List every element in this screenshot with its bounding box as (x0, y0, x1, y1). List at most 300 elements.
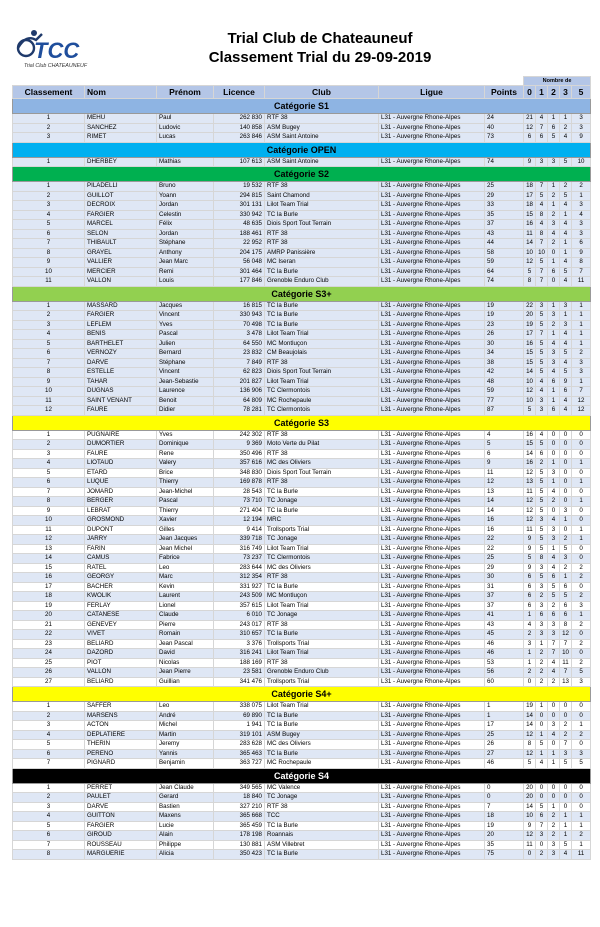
table-cell: 9 (524, 563, 536, 573)
table-cell: 3 (548, 721, 560, 731)
table-cell: 7 (560, 668, 572, 678)
table-cell: Gerard (157, 793, 214, 803)
table-cell: MARCEL (85, 220, 157, 230)
table-cell: 5 (536, 311, 548, 321)
table-cell: L31 - Auvergne Rhone-Alpes (379, 368, 485, 378)
table-row (13, 330, 591, 340)
table-cell: 3 (548, 840, 560, 850)
table-cell: 2 (13, 711, 85, 721)
table-row (13, 535, 591, 545)
table-cell: Lilot Team Trial (265, 649, 379, 659)
table-row (13, 592, 591, 602)
table-cell: LIOTAUD (85, 459, 157, 469)
table-cell: Lucas (157, 133, 214, 143)
table-cell: 136 906 (214, 387, 265, 397)
table-cell: 3 (560, 320, 572, 330)
table-cell: Philippe (157, 840, 214, 850)
table-cell: L31 - Auvergne Rhone-Alpes (379, 506, 485, 516)
table-cell: 24 (485, 114, 524, 124)
table-cell: FERLAY (85, 601, 157, 611)
table-cell: 319 101 (214, 730, 265, 740)
table-cell: Louis (157, 277, 214, 287)
table-cell: 0 (485, 783, 524, 793)
table-cell: L31 - Auvergne Rhone-Alpes (379, 535, 485, 545)
table-cell: 0 (560, 468, 572, 478)
table-cell: L31 - Auvergne Rhone-Alpes (379, 658, 485, 668)
table-cell: 3 (548, 525, 560, 535)
table-cell: 1 (524, 611, 536, 621)
table-cell: 9 (485, 459, 524, 469)
table-cell: DUPONT (85, 525, 157, 535)
table-cell: 3 (572, 201, 591, 211)
table-cell: 59 (485, 258, 524, 268)
table-cell: 13 (13, 544, 85, 554)
table-cell: 1 (572, 821, 591, 831)
table-cell: 0 (560, 487, 572, 497)
table-cell: 0 (548, 248, 560, 258)
table-cell: Vincent (157, 311, 214, 321)
table-cell: 316 749 (214, 544, 265, 554)
table-cell: 4 (13, 330, 85, 340)
table-row (13, 721, 591, 731)
table-cell: 2 (560, 730, 572, 740)
table-cell: Roannais (265, 831, 379, 841)
table-cell: 4 (536, 201, 548, 211)
table-cell: 16 (485, 525, 524, 535)
logo-subtext: Trial Club CHATEAUNEUF (24, 63, 88, 69)
table-cell: 0 (572, 793, 591, 803)
table-cell: 2 (536, 850, 548, 860)
table-cell: 6 (536, 133, 548, 143)
table-cell: 1 (536, 702, 548, 712)
table-cell: 11 (524, 525, 536, 535)
table-cell: 6 (560, 601, 572, 611)
table-cell: 14 (485, 506, 524, 516)
table-cell: 1 (560, 248, 572, 258)
table-cell: 31 (485, 582, 524, 592)
table-cell: Maxens (157, 812, 214, 822)
table-cell: 177 846 (214, 277, 265, 287)
table-cell: L31 - Auvergne Rhone-Alpes (379, 831, 485, 841)
table-cell: 73 237 (214, 554, 265, 564)
table-cell: 42 (485, 368, 524, 378)
table-cell: L31 - Auvergne Rhone-Alpes (379, 387, 485, 397)
table-cell: 6 (485, 449, 524, 459)
table-cell: L31 - Auvergne Rhone-Alpes (379, 802, 485, 812)
table-cell: ROUSSEAU (85, 840, 157, 850)
table-cell: Jean Pierre (157, 668, 214, 678)
table-row (13, 582, 591, 592)
table-cell: 77 (485, 396, 524, 406)
table-row (13, 840, 591, 850)
table-cell: Fabrice (157, 554, 214, 564)
table-cell: 4 (560, 358, 572, 368)
table-cell: FARIN (85, 544, 157, 554)
table-cell: 2 (572, 592, 591, 602)
table-cell: L31 - Auvergne Rhone-Alpes (379, 554, 485, 564)
table-cell: 0 (560, 449, 572, 459)
table-cell: 1 (536, 730, 548, 740)
table-cell: 4 (548, 730, 560, 740)
table-cell: 11 (560, 658, 572, 668)
table-cell: 4 (536, 220, 548, 230)
table-cell: Benjamin (157, 759, 214, 769)
table-cell: Michel (157, 721, 214, 731)
table-cell: 18 840 (214, 793, 265, 803)
table-cell: 2 (13, 191, 85, 201)
table-cell: Kevin (157, 582, 214, 592)
table-cell: 4 (548, 229, 560, 239)
table-cell: 6 (13, 478, 85, 488)
table-cell: 12 (524, 258, 536, 268)
table-cell: 1 (572, 320, 591, 330)
table-row (13, 783, 591, 793)
table-cell: 1 (548, 182, 560, 192)
table-cell: 365 668 (214, 812, 265, 822)
table-cell: 5 (536, 320, 548, 330)
table-cell: L31 - Auvergne Rhone-Alpes (379, 783, 485, 793)
table-cell: SAINT VENANT (85, 396, 157, 406)
table-cell: 0 (560, 783, 572, 793)
table-cell: 7 (13, 759, 85, 769)
table-cell: 3 478 (214, 330, 265, 340)
table-cell: 15 (524, 210, 536, 220)
table-cell: Alain (157, 831, 214, 841)
table-cell: L31 - Auvergne Rhone-Alpes (379, 730, 485, 740)
table-cell: 6 (548, 123, 560, 133)
table-cell: DUGNAS (85, 387, 157, 397)
table-row (13, 506, 591, 516)
table-cell: 2 (548, 497, 560, 507)
table-cell: 5 (524, 267, 536, 277)
table-cell: 12 (524, 497, 536, 507)
table-cell: 12 (524, 831, 536, 841)
table-cell: 75 (485, 850, 524, 860)
table-row (13, 133, 591, 143)
table-cell: L31 - Auvergne Rhone-Alpes (379, 201, 485, 211)
table-cell: 10 (524, 377, 536, 387)
table-cell: 7 (536, 821, 548, 831)
table-cell: Pascal (157, 497, 214, 507)
table-cell: 7 (560, 740, 572, 750)
table-row (13, 740, 591, 750)
table-cell: 4 (536, 377, 548, 387)
table-cell: PIGNARD (85, 759, 157, 769)
table-cell: 130 881 (214, 840, 265, 850)
col-n2: 2 (548, 86, 560, 99)
table-cell: 5 (13, 740, 85, 750)
table-cell: 4 (536, 387, 548, 397)
table-cell: 20 (524, 793, 536, 803)
table-cell: 29 (485, 191, 524, 201)
table-cell: 1 (572, 535, 591, 545)
table-cell: 6 (536, 611, 548, 621)
table-cell: 21 (13, 620, 85, 630)
table-cell: 11 (524, 487, 536, 497)
table-cell: 9 369 (214, 440, 265, 450)
table-cell: 5 (13, 821, 85, 831)
table-row (13, 611, 591, 621)
table-cell: Pierre (157, 620, 214, 630)
table-row (13, 759, 591, 769)
table-cell: Dominique (157, 440, 214, 450)
table-cell: Laurence (157, 387, 214, 397)
table-cell: MC Montluçon (265, 339, 379, 349)
table-cell: 2 (548, 677, 560, 687)
table-cell: 330 942 (214, 210, 265, 220)
category-header (13, 286, 591, 301)
table-cell: Pascal (157, 330, 214, 340)
table-cell: 1 (572, 478, 591, 488)
table-cell: DARVE (85, 802, 157, 812)
table-cell: CATANESE (85, 611, 157, 621)
table-cell: 40 (485, 123, 524, 133)
table-cell: 0 (536, 721, 548, 731)
table-cell: 1 (524, 658, 536, 668)
table-cell: 3 (560, 749, 572, 759)
table-cell: 350 496 (214, 449, 265, 459)
table-cell: PILADELLI (85, 182, 157, 192)
table-cell: 43 (485, 620, 524, 630)
table-cell: 6 (572, 239, 591, 249)
table-cell: 6 (524, 592, 536, 602)
table-cell: 1 (560, 821, 572, 831)
table-cell: 0 (572, 802, 591, 812)
table-cell: 19 (485, 301, 524, 311)
table-cell: TC Clermontois (265, 387, 379, 397)
table-cell: 46 (485, 649, 524, 659)
table-cell: 5 (560, 592, 572, 602)
table-cell: ETARD (85, 468, 157, 478)
table-cell: 1 (572, 611, 591, 621)
table-cell: PERENO (85, 749, 157, 759)
table-row (13, 248, 591, 258)
table-cell: Yves (157, 320, 214, 330)
table-cell: 12 (524, 506, 536, 516)
table-cell: Rene (157, 449, 214, 459)
table-cell: THERIN (85, 740, 157, 750)
table-cell: André (157, 711, 214, 721)
table-cell: L31 - Auvergne Rhone-Alpes (379, 449, 485, 459)
table-cell: 8 (536, 554, 548, 564)
table-cell: FAURE (85, 406, 157, 416)
table-cell: 14 (13, 554, 85, 564)
table-cell: L31 - Auvergne Rhone-Alpes (379, 497, 485, 507)
table-cell: Jean-Michel (157, 487, 214, 497)
table-cell: 4 (560, 396, 572, 406)
table-row (13, 387, 591, 397)
table-row (13, 229, 591, 239)
table-row (13, 812, 591, 822)
category-header (13, 768, 591, 783)
table-cell: Trollsports Trial (265, 525, 379, 535)
table-cell: 4 (536, 114, 548, 124)
table-cell: 2 (524, 630, 536, 640)
table-cell: 1 (560, 114, 572, 124)
table-cell: 11 (13, 277, 85, 287)
table-cell: Alicia (157, 850, 214, 860)
table-cell: 4 (13, 459, 85, 469)
table-cell: 3 (548, 535, 560, 545)
table-cell: 2 (13, 793, 85, 803)
table-cell: PAULET (85, 793, 157, 803)
table-cell: L31 - Auvergne Rhone-Alpes (379, 182, 485, 192)
table-cell: 22 (485, 544, 524, 554)
table-cell: KWOLIK (85, 592, 157, 602)
table-cell: 12 (524, 468, 536, 478)
table-cell: 4 (536, 759, 548, 769)
table-cell: Martin (157, 730, 214, 740)
table-cell: 0 (560, 478, 572, 488)
table-cell: Jordan (157, 229, 214, 239)
table-cell: TC la Burle (265, 630, 379, 640)
table-cell: Didier (157, 406, 214, 416)
table-cell: 7 (560, 639, 572, 649)
table-cell: 1 (548, 201, 560, 211)
table-cell: SELON (85, 229, 157, 239)
table-cell: 331 927 (214, 582, 265, 592)
table-cell: 1 (13, 182, 85, 192)
table-cell: 5 (524, 406, 536, 416)
table-cell: 2 (548, 601, 560, 611)
table-cell: L31 - Auvergne Rhone-Alpes (379, 677, 485, 687)
table-cell: 4 (560, 339, 572, 349)
table-cell: 1 (572, 191, 591, 201)
table-cell: 4 (560, 201, 572, 211)
table-cell: L31 - Auvergne Rhone-Alpes (379, 711, 485, 721)
table-header-top (13, 77, 591, 86)
table-cell: L31 - Auvergne Rhone-Alpes (379, 478, 485, 488)
table-cell: 16 (524, 459, 536, 469)
table-cell: 5 (572, 759, 591, 769)
table-cell: 0 (548, 740, 560, 750)
table-cell: 13 (560, 677, 572, 687)
table-cell: L31 - Auvergne Rhone-Alpes (379, 349, 485, 359)
table-cell: 1 (13, 301, 85, 311)
table-cell: 1 (548, 759, 560, 769)
col-prenom: Prénom (157, 86, 214, 99)
category-title: Catégorie S4+ (13, 687, 591, 702)
table-cell: 14 (524, 239, 536, 249)
table-cell: 2 (536, 677, 548, 687)
table-cell: 6 (13, 749, 85, 759)
table-row (13, 677, 591, 687)
table-cell: Celestin (157, 210, 214, 220)
table-cell: 0 (572, 430, 591, 440)
table-cell: 0 (572, 487, 591, 497)
table-cell: 13 (485, 487, 524, 497)
table-cell: 16 (524, 430, 536, 440)
table-cell: 330 943 (214, 311, 265, 321)
table-cell: CAMUS (85, 554, 157, 564)
table-cell: BARTHELET (85, 339, 157, 349)
table-cell: 38 (485, 358, 524, 368)
table-cell: 357 616 (214, 459, 265, 469)
table-cell: 1 (560, 573, 572, 583)
table-cell: 12 (572, 396, 591, 406)
table-cell: 6 (13, 229, 85, 239)
table-cell: 73 710 (214, 497, 265, 507)
table-row (13, 157, 591, 167)
table-cell: LEFLEM (85, 320, 157, 330)
table-cell: 64 809 (214, 396, 265, 406)
table-cell: Valery (157, 459, 214, 469)
table-cell: RTF 38 (265, 478, 379, 488)
table-cell: 7 (536, 277, 548, 287)
table-cell: 37 (485, 592, 524, 602)
table-cell: 8 (572, 258, 591, 268)
table-cell: CM Beaujolais (265, 349, 379, 359)
table-cell: 3 (536, 563, 548, 573)
table-cell: 327 210 (214, 802, 265, 812)
table-cell: 8 (536, 210, 548, 220)
table-cell: 3 (572, 368, 591, 378)
table-cell: 7 (13, 487, 85, 497)
table-row (13, 487, 591, 497)
table-cell: 5 (560, 840, 572, 850)
table-cell: 2 (548, 320, 560, 330)
table-cell: 5 (536, 525, 548, 535)
table-cell: 0 (572, 582, 591, 592)
table-cell: Leo (157, 702, 214, 712)
table-cell: 1 (572, 339, 591, 349)
table-cell: 9 (560, 377, 572, 387)
table-cell: 0 (572, 440, 591, 450)
table-cell: 0 (572, 516, 591, 526)
table-cell: L31 - Auvergne Rhone-Alpes (379, 358, 485, 368)
table-cell: 1 (13, 114, 85, 124)
table-cell: 0 (560, 711, 572, 721)
table-cell: MC des Oliviers (265, 459, 379, 469)
table-cell: RTF 38 (265, 239, 379, 249)
table-cell: 87 (485, 406, 524, 416)
table-cell: ACTON (85, 721, 157, 731)
table-cell: 0 (548, 440, 560, 450)
table-cell: 2 (572, 349, 591, 359)
table-cell: 2 (560, 563, 572, 573)
table-cell: 0 (536, 793, 548, 803)
table-cell: 0 (572, 783, 591, 793)
table-row (13, 358, 591, 368)
table-cell: 7 (13, 840, 85, 850)
category-header (13, 167, 591, 182)
table-cell: 19 532 (214, 182, 265, 192)
table-cell: RTF 38 (265, 114, 379, 124)
table-cell: 2 (536, 668, 548, 678)
table-cell: LUQUE (85, 478, 157, 488)
table-cell: SANCHEZ (85, 123, 157, 133)
table-cell: 3 (13, 449, 85, 459)
table-cell: 2 (548, 812, 560, 822)
table-cell: 1 (572, 497, 591, 507)
table-cell: 7 (13, 358, 85, 368)
table-cell: Lilot Team Trial (265, 330, 379, 340)
table-cell: 12 (524, 749, 536, 759)
table-cell: 5 (536, 497, 548, 507)
table-row (13, 320, 591, 330)
table-cell: 0 (548, 783, 560, 793)
table-cell: 3 (572, 677, 591, 687)
table-cell: 20 (524, 783, 536, 793)
table-cell: 0 (548, 277, 560, 287)
table-cell: L31 - Auvergne Rhone-Alpes (379, 258, 485, 268)
table-cell: 1 (560, 239, 572, 249)
category-header (13, 687, 591, 702)
table-cell: 12 (524, 516, 536, 526)
table-cell: 3 (572, 220, 591, 230)
table-cell: L31 - Auvergne Rhone-Alpes (379, 320, 485, 330)
table-cell: L31 - Auvergne Rhone-Alpes (379, 133, 485, 143)
